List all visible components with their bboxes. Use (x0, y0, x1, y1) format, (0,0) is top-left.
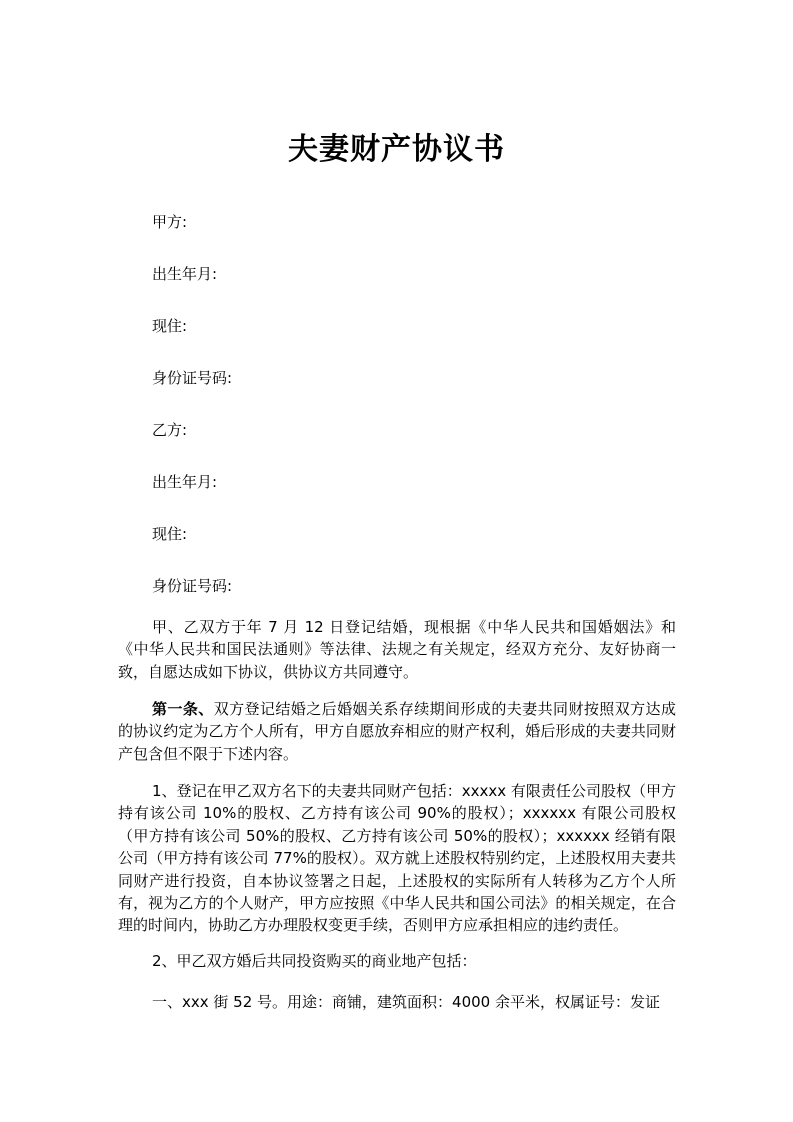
party-a-id-label: 身份证号码: (152, 369, 233, 387)
party-a-birth-label: 出生年月: (152, 265, 218, 283)
article-1-text: 双方登记结婚之后婚姻关系存续期间形成的夫妻共同财按照双方达成的协议约定为乙方个人所有，甲方自愿放弃相应的财产权利，婚后形成的夫妻共同财产包含但不限于下述内容。 (118, 700, 676, 763)
clause-2-paragraph: 2、甲乙双方婚后共同投资购买的商业地产包括： (152, 952, 477, 970)
party-b-address-label: 现住: (152, 525, 188, 543)
article-1-heading: 第一条、 (152, 700, 214, 718)
party-b-birth-label: 出生年月: (152, 473, 218, 491)
party-b-id-label: 身份证号码: (152, 577, 233, 595)
clause-2-item-1: 一、xxx 街 52 号。用途：商铺，建筑面积：4000 余平米，权属证号：发证 (152, 993, 660, 1011)
article-1-paragraph (118, 698, 676, 765)
intro-paragraph: 甲、乙双方于年 7 月 12 日登记结婚，现根据《中华人民共和国婚姻法》和《中华人民共和国民法通则》等法律、法规之有关规定，经双方充分、友好协商一致，自愿达成如下协议，供协议方共同遵守。 (118, 618, 676, 681)
party-a-name-label: 甲方: (152, 213, 188, 231)
party-a-address-label: 现住: (152, 317, 188, 335)
document-title: 夫妻财产协议书 (288, 132, 505, 167)
clause-1-paragraph: 1、登记在甲乙双方名下的夫妻共同财产包括：xxxxx 有限责任公司股权（甲方持有该公司 10%的股权、乙方持有该公司 90%的股权）；xxxxxx 有限公司股权（甲方持有该公司 50%的股权、乙方持有该公司 50%的股权）；xxxxxx 经销有限公司（甲方持有该公司 77%的股权）。双方就上述股权特别约定，上述股权用夫妻共同财产进行投资，自本协议签署之日起，上述股权的实际所有人转移为乙方个人所有，视为乙方的个人财产，甲方应按照《中华人民共和国公司法》的相关规定，在合理的时间内，协助乙方办理股权变更手续，否则甲方应承担相应的违约责任。 (118, 782, 676, 935)
party-b-name-label: 乙方: (152, 421, 188, 439)
